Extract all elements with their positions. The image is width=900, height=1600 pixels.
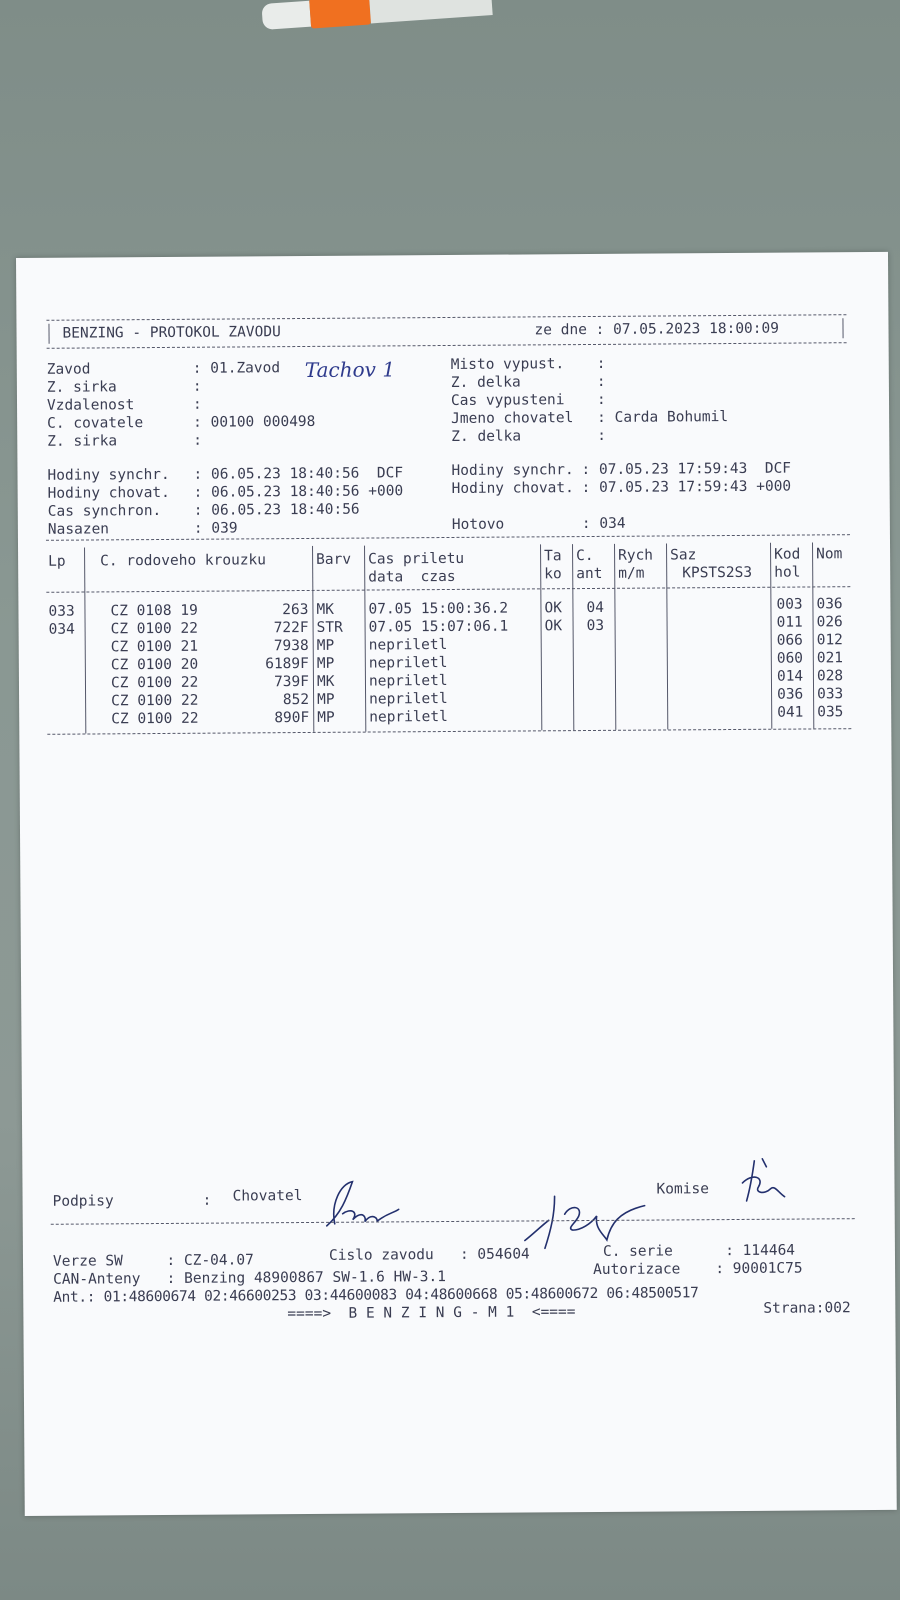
header-top-rule bbox=[46, 314, 846, 321]
col-header-color: Barv bbox=[316, 551, 352, 568]
col-header-kod: Kod bbox=[774, 546, 801, 563]
report-date: ze dne : 07.05.2023 18:00:09 bbox=[534, 320, 780, 339]
commission-label: Komise bbox=[656, 1181, 709, 1198]
col-header-lp: Lp bbox=[48, 553, 66, 570]
table-row: CZ 0100 22 890F MP nepriletl 041 035 bbox=[111, 704, 844, 728]
signatures-label: Podpisy bbox=[52, 1193, 114, 1210]
results-table: Lp C. rodoveho krouzku Barv Cas priletu data czas Ta ko C. ant Rych m/m Saz KPSTS2S3 Kod hol Nom 033 CZ 0108 19 263 MK 07.05 15:00:36.2 OK 04 003 036 034 CZ 0100 22 722F STR 07.05 15:07:06.1 OK 03 011 026 CZ 0100 21 7938 MP nepriletl 066 012 CZ 0100 20 6189F MP nepriletl 060 021 CZ 0100 22 739F MK nepriletl 014 028 CZ 0100 22 852 MP nepriletl 036 033 CZ 0100 22 890F MP nepriletl 041 035 bbox=[16, 252, 888, 258]
col-header-saz: Saz bbox=[670, 547, 697, 564]
table-row: CZ 0100 21 7938 MP nepriletl 066 012 bbox=[110, 632, 843, 656]
col-header-tako: Ta bbox=[544, 548, 562, 565]
table-row: CZ 0100 20 6189F MP nepriletl 060 021 bbox=[110, 650, 844, 674]
footer-rule bbox=[51, 1218, 855, 1225]
marker-pen bbox=[261, 0, 493, 34]
table-row: CZ 0100 22 852 MP nepriletl 036 033 bbox=[111, 686, 844, 710]
col-header-speed: Rych bbox=[618, 547, 654, 564]
race-info-right: Misto vypust. : Z. delka : Cas vypusteni : Jmeno chovatel : Carda Bohumil Z. delka : bbox=[450, 355, 729, 445]
table-row: CZ 0100 22 739F MK nepriletl 014 028 bbox=[110, 668, 844, 692]
device-footer: Verze SW : CZ-04.07 Cislo zavodu : 054604 C. serie : 114464 CAN-Anteny : Benzing 48900867 SW-1.6 HW-3.1 Autorizace : 90001C75 Ant.: 01:48600674 02:46600253 03:44600083 04:48600668 05:48600672 06:48500517 ====> B E N Z I N G - M 1 <==== Strana:002 bbox=[52, 1242, 851, 1323]
handwritten-release-place: Tachov 1 bbox=[304, 357, 396, 382]
benzing-model-banner: ====> B E N Z I N G - M 1 <==== bbox=[287, 1304, 576, 1323]
col-header-arrival-sub: data czas bbox=[368, 568, 456, 586]
table-row: 033 CZ 0108 19 263 MK 07.05 15:00:36.2 OK 04 003 036 bbox=[48, 596, 843, 620]
table-row: 034 CZ 0100 22 722F STR 07.05 15:07:06.1 OK 03 011 026 bbox=[48, 614, 843, 638]
clock-sync-right: Hodiny synchr. : 07.05.23 17:59:43 DCF Hodiny chovat. : 07.05.23 17:59:43 +000 Hotovo : 034 bbox=[451, 460, 792, 533]
col-header-ring: C. rodoveho krouzku bbox=[100, 552, 267, 570]
breeder-label: Chovatel bbox=[232, 1188, 303, 1205]
clock-sync-left: Hodiny synchr. : 06.05.23 18:40:56 DCF Hodiny chovat. : 06.05.23 18:40:56 +000 Cas synchron. : 06.05.23 18:40:56 Nasazen : 039 bbox=[47, 465, 404, 538]
commission-signature-2 bbox=[734, 1152, 814, 1217]
report-title: BENZING - PROTOKOL ZAVODU bbox=[62, 324, 281, 342]
col-header-arrival: Cas priletu bbox=[368, 550, 465, 568]
race-protocol-sheet: BENZING - PROTOKOL ZAVODU ze dne : 07.05.2023 18:00:09 Zavod : 01.Zavod Z. sirka : Vzdalenost : C. covatele : 00100 000498 Z. sirka : Tachov 1 Misto vypust. : Z. delka : Cas vypusteni : Jmeno chovatel : Carda Bohumil Z. delka : Hodiny synchr. : 06.05.23 18:40:56 DCF Hodiny chovat. : 06.05.23 18:40:56 +000 Cas synchron. : 06.05.23 18:40:56 Nasazen : 039 Hodiny synchr. : 07.05.23 17:59:43 DCF Hodiny chovat. : 07.05.23 17:59:43 +000 Hotovo : 034 Lp C. rodoveho krouzku Barv Cas priletu data czas Ta ko C. ant Rych m/m Saz KPSTS2S3 Kod hol Nom 033 CZ 0108 19 263 MK 07.05 15:00:36.2 OK 04 003 036 034 CZ 0100 22 722F STR 07.05 15:07:06.1 OK 03 011 026 CZ 0100 21 7938 MP nepriletl 066 012 CZ 0100 20 6189F MP nepriletl 060 021 CZ 0100 22 739F MK nepriletl 014 028 CZ 0100 22 852 MP nepriletl 036 033 CZ 0100 22 890F MP nepriletl 041 035 Podpisy : Chovatel Komise Verze SW : CZ-04.07 Cislo zavodu : 054604 C. serie : 114464 CAN-Anteny : Benzing 48900867 SW-1.6 HW-3.1 Autorizace : 90001C75 Ant.: 01:48600674 02:46600253 03:44600083 04:48600668 05:48600672 06:48500517 ====> B E N Z I N G - M 1 <==== Strana:002 bbox=[16, 252, 897, 1516]
race-info-left: Zavod : 01.Zavod Z. sirka : Vzdalenost : C. covatele : 00100 000498 Z. sirka : bbox=[46, 360, 316, 450]
page-number: Strana:002 bbox=[763, 1300, 851, 1317]
col-header-antenna: C. bbox=[576, 547, 594, 565]
breeder-signature bbox=[316, 1173, 406, 1238]
header-bottom-rule bbox=[47, 342, 847, 349]
col-header-nom: Nom bbox=[816, 546, 843, 563]
